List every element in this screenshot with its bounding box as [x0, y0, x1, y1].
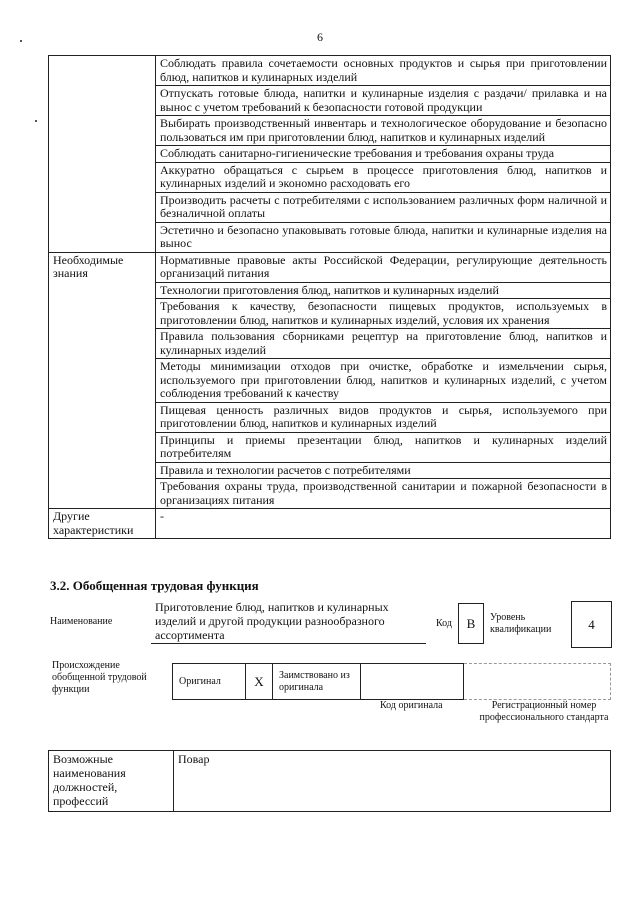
knowledge-text: Правила пользования сборниками рецептур на приготовление блюд, напитков и кулинарных изделий	[156, 329, 611, 359]
positions-value: Повар	[174, 751, 611, 812]
skill-text: Производить расчеты с потребителями с использованием различных форм наличной и безналичной оплаты	[156, 192, 611, 222]
knowledge-text: Технологии приготовления блюд, напитков и кулинарных изделий	[156, 282, 611, 299]
reg-number-label: Регистрационный номер профессионального стандарта	[479, 700, 609, 723]
code-label: Код	[436, 618, 452, 629]
code-original-field	[361, 664, 464, 700]
knowledge-text: Правила и технологии расчетов с потребителями	[156, 462, 611, 479]
other-value: -	[156, 509, 611, 539]
knowledge-text: Нормативные правовые акты Российской Федерации, регулирующие деятельность организаций питания	[156, 252, 611, 282]
table-row	[49, 509, 611, 539]
knowledge-text: Принципы и приемы презентации блюд, напитков и кулинарных изделий потребителям	[156, 432, 611, 462]
skill-text: Эстетично и безопасно упаковывать готовые блюда, напитки и кулинарные изделия на вынос	[156, 222, 611, 252]
skill-text: Соблюдать санитарно-гигиенические требования и требования охраны труда	[156, 146, 611, 163]
name-field	[151, 600, 426, 644]
knowledge-text: Требования к качеству, безопасности пищевых продуктов, используемых в приготовлении блюд, напитков и кулинарных изделий, условия их хранения	[156, 299, 611, 329]
knowledge-text: Пищевая ценность различных видов продуктов и сырья, используемого при приготовлении блюд, напитков и кулинарных изделий	[156, 402, 611, 432]
skill-text: Выбирать производственный инвентарь и технологическое оборудование и безопасно пользоваться им при приготовлении блюд, напитков и кулинарных изделий	[156, 116, 611, 146]
origin-table	[172, 663, 611, 700]
original-mark: X	[246, 664, 273, 700]
level-box: 4	[571, 601, 612, 648]
original-label: Оригинал	[173, 664, 246, 700]
section-title: 3.2. Обобщенная трудовая функция	[50, 578, 259, 593]
positions-table	[48, 750, 611, 812]
skill-text: Соблюдать правила сочетаемости основных продуктов и сырья при приготовлении блюд, напитков и кулинарных изделий	[156, 56, 611, 86]
table-row	[49, 56, 611, 86]
table-row	[173, 664, 611, 700]
scan-mark	[20, 40, 22, 42]
other-label: Другие характеристики	[49, 509, 156, 539]
knowledge-text: Методы минимизации отходов при очистке, обработке и измельчении сырья, используемого при приготовлении блюд, напитков и кулинарных изделий, с учетом соблюдения требований к качеству	[156, 359, 611, 403]
table-row	[49, 751, 611, 812]
borrowed-label: Заимствовано из оригинала	[273, 664, 361, 700]
skills-knowledge-table	[48, 55, 611, 539]
skill-text: Аккуратно обращаться с сырьем в процессе приготовления блюд, напитков и кулинарных изделий и экономно расходовать его	[156, 162, 611, 192]
origin-label: Происхождение обобщенной трудовой функции	[52, 660, 147, 695]
name-label: Наименование	[50, 616, 113, 627]
code-original-label: Код оригинала	[380, 700, 443, 711]
positions-label: Возможные наименования должностей, профессий	[49, 751, 174, 812]
code-box: B	[458, 603, 484, 644]
skill-text: Отпускать готовые блюда, напитки и кулинарные изделия с раздачи/ прилавка и на вынос с учетом требований к безопасности готовой продукции	[156, 86, 611, 116]
level-label: Уровень квалификации	[490, 612, 552, 635]
name-value: Приготовление блюд, напитков и кулинарных изделий и другой продукции разнообразного ассортимента	[155, 600, 389, 642]
page-number: 6	[317, 30, 323, 44]
reg-number-field	[464, 664, 611, 700]
table-row	[49, 252, 611, 282]
knowledge-text: Требования охраны труда, производственной санитарии и пожарной безопасности в организациях питания	[156, 479, 611, 509]
scan-mark	[35, 120, 37, 122]
empty-label-cell	[49, 56, 156, 253]
knowledge-label: Необходимые знания	[49, 252, 156, 509]
